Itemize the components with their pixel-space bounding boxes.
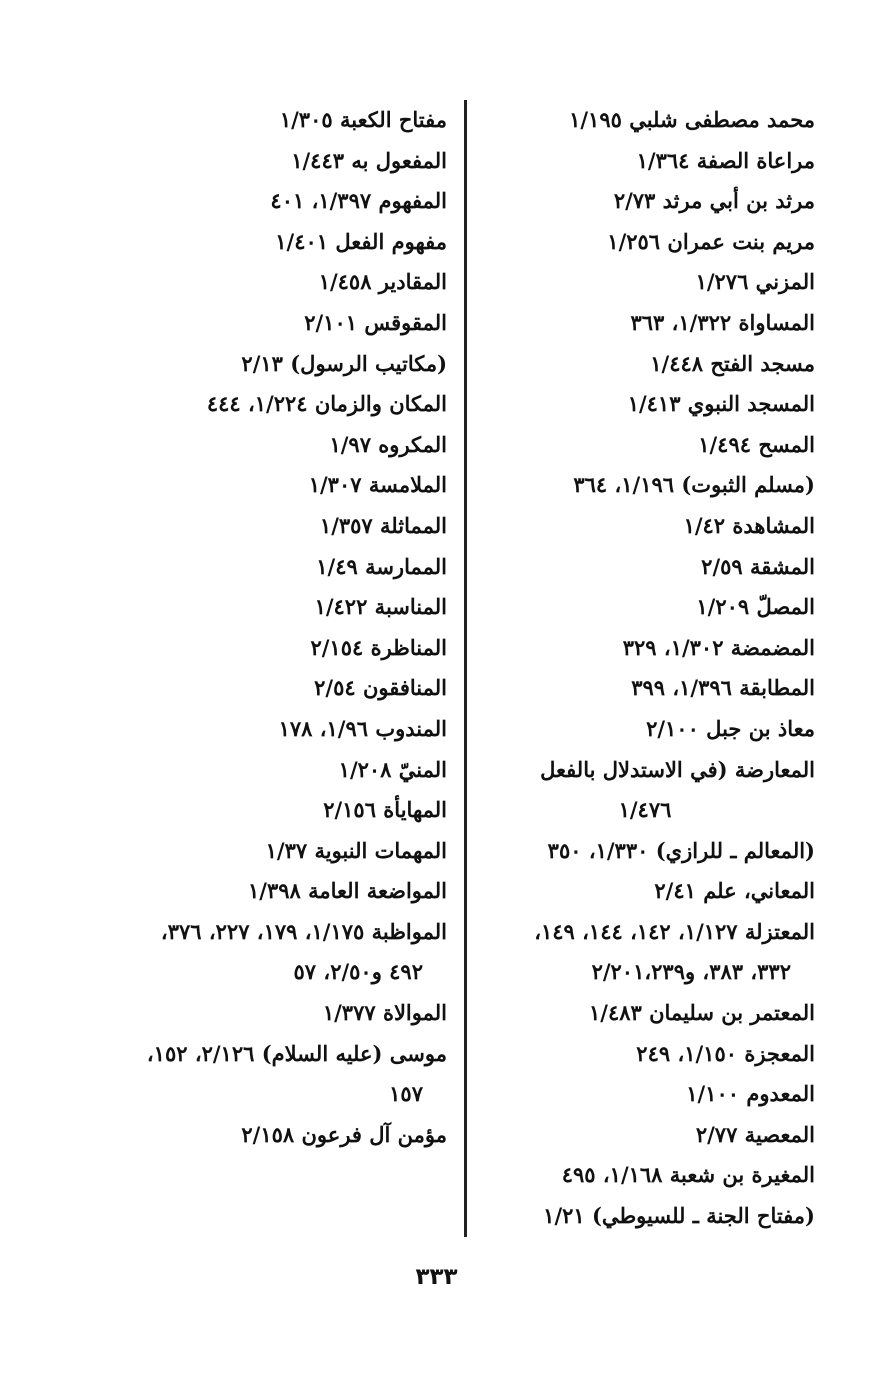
index-entry: المعتمر بن سليمان ١/٤٨٣: [589, 1000, 815, 1026]
index-entry: المناسبة ١/٤٢٢: [314, 594, 447, 620]
index-entry: مراعاة الصفة ١/٣٦٤: [636, 147, 815, 173]
index-entry: المكان والزمان ١/٢٢٤، ٤٤٤: [206, 391, 447, 417]
index-entry: المعصية ٢/٧٧: [695, 1121, 815, 1147]
index-entry: المصلّ ١/٢٠٩: [696, 594, 815, 620]
index-entry: المزني ١/٢٧٦: [695, 269, 815, 295]
index-entry: المعتزلة ١/١٢٧، ١٤٢، ١٤٤، ١٤٩،: [534, 918, 815, 944]
index-entry: المماثلة ١/٣٥٧: [319, 512, 447, 538]
index-entry: المشاهدة ١/٤٢: [683, 512, 815, 538]
index-entry: محمد مصطفى شلبي ١/١٩٥: [569, 107, 815, 132]
index-entry: الملامسة ١/٣٠٧: [308, 472, 447, 498]
index-entry: مرثد بن أبي مرثد ٢/٧٣: [613, 188, 815, 214]
index-entry: المهمات النبوية ١/٣٧: [265, 837, 447, 863]
page-number: ٣٣٣: [415, 1264, 458, 1290]
index-entry: (مكاتيب الرسول) ٢/١٣: [241, 350, 447, 376]
index-entry: (مفتاح الجنة ـ للسيوطي) ١/٢١: [543, 1203, 815, 1229]
index-entry: المفعول به ١/٤٤٣: [291, 147, 447, 173]
index-entry: الممارسة ١/٤٩: [316, 553, 447, 579]
index-entry: المقوقس ٢/١٠١: [304, 309, 447, 335]
index-entry: مفتاح الكعبة ١/٣٠٥: [279, 107, 447, 132]
index-entry-continuation: ١/٤٧٦: [618, 797, 672, 823]
index-entry: المغيرة بن شعبة ١/١٦٨، ٤٩٥: [561, 1162, 815, 1188]
index-entry: معاذ بن جبل ٢/١٠٠: [646, 715, 815, 741]
index-entry-continuation: ٤٩٢ و٢/٥٠، ٥٧: [293, 959, 423, 985]
index-entry: المنافقون ٢/٥٤: [314, 675, 447, 701]
index-entry: المندوب ١/٩٦، ١٧٨: [278, 715, 447, 741]
index-column-left: [95, 100, 447, 1155]
index-entry: المعجزة ١/١٥٠، ٢٤٩: [636, 1040, 815, 1066]
index-entry: (مسلم الثبوت) ١/١٩٦، ٣٦٤: [573, 472, 815, 498]
index-column-right: [475, 100, 815, 1237]
index-entry-continuation: ١٥٧: [389, 1081, 423, 1107]
index-entry: المشقة ٢/٥٩: [701, 553, 815, 579]
index-entry: المسح ١/٤٩٤: [698, 431, 815, 457]
index-entry: المعدوم ١/١٠٠: [686, 1081, 815, 1107]
index-entry: المعاني، علم ٢/٤١: [654, 878, 815, 904]
index-entry: مريم بنت عمران ١/٢٥٦: [607, 228, 815, 254]
index-entry: (المعالم ـ للرازي) ١/٣٣٠، ٣٥٠: [547, 837, 815, 863]
index-entry: المهايأة ٢/١٥٦: [323, 797, 447, 823]
index-entry: المواضعة العامة ١/٣٩٨: [248, 878, 447, 904]
index-entry: المفهوم ١/٣٩٧، ٤٠١: [270, 188, 447, 214]
column-divider: [464, 100, 467, 1237]
index-entry: مؤمن آل فرعون ٢/١٥٨: [241, 1121, 447, 1147]
index-entry: موسى (عليه السلام) ٢/١٢٦، ١٥٢،: [146, 1040, 447, 1066]
index-entry-continuation: ٣٣٢، ٣٨٣، و٢/٢٠١،٢٣٩: [591, 959, 791, 985]
index-entry: المقادير ١/٤٥٨: [318, 269, 447, 295]
index-entry: المكروه ١/٩٧: [329, 431, 447, 457]
index-entry: المناظرة ٢/١٥٤: [310, 634, 447, 660]
index-entry: المواظبة ١/١٧٥، ١٧٩، ٢٢٧، ٣٧٦،: [160, 918, 447, 944]
index-entry: مفهوم الفعل ١/٤٠١: [275, 228, 447, 254]
index-entry: المضمضة ١/٣٠٢، ٣٢٩: [622, 634, 815, 660]
index-entry: المسجد النبوي ١/٤١٣: [627, 391, 815, 417]
index-entry: الموالاة ١/٣٧٧: [322, 1000, 447, 1026]
index-entry: المطابقة ١/٣٩٦، ٣٩٩: [631, 675, 815, 701]
index-entry: المعارضة (في الاستدلال بالفعل: [540, 756, 815, 782]
index-entry: مسجد الفتح ١/٤٤٨: [650, 350, 815, 376]
index-entry: المنيّ ١/٢٠٨: [338, 756, 447, 782]
index-entry: المساواة ١/٣٢٢، ٣٦٣: [630, 309, 815, 335]
